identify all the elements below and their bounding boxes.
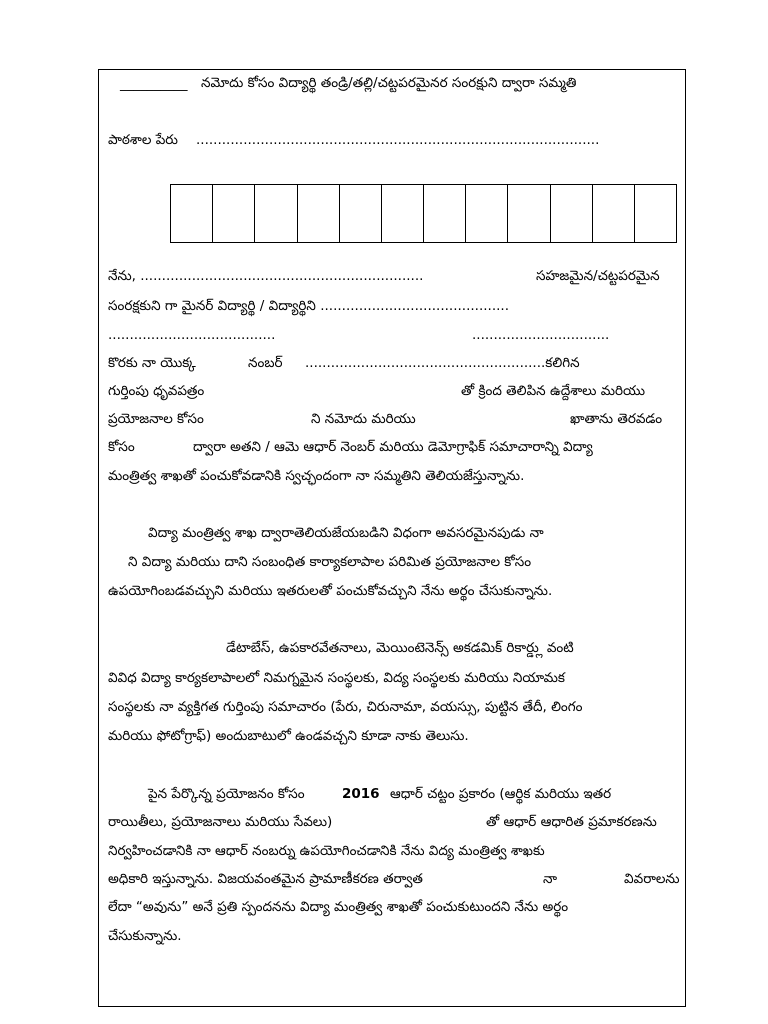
blank-line-right[interactable]: ................................ — [472, 327, 610, 343]
school-name-label: పాఠశాల పేరు — [108, 132, 178, 148]
para3-text: వివిధ విద్యా కార్యకలాపాలలో నిమగ్నమైన సంస్థలకు, విద్య సంస్థలకు మరియు నియామక — [108, 670, 565, 686]
guardian-type-text: సహజమైన/చట్టపరమైన — [536, 268, 660, 284]
para1-text: నంబర్ — [248, 355, 283, 371]
id-box[interactable] — [298, 185, 340, 242]
para2-text: ఉపయోగింబడవచ్చుని మరియు ఇతరులతో పంచుకోవచ్చుని నేను అర్థం చేసుకున్నాను. — [108, 583, 553, 599]
title-blank: __________ — [120, 76, 188, 92]
para4-text: నా — [543, 871, 558, 887]
para4-text: రాయితీలు, ప్రయోజనాలు మరియు సేవలు) — [108, 814, 333, 830]
id-box[interactable] — [635, 185, 676, 242]
para4-text: వివరాలను — [624, 871, 680, 887]
id-box[interactable] — [255, 185, 297, 242]
id-box[interactable] — [508, 185, 550, 242]
para4-text: లేదా “అవును” అనే ప్రతి స్పందనను విద్యా మంత్రిత్వ శాఖతో పంచుకుటుందని నేను అర్థం — [108, 899, 569, 915]
guardian-name-line[interactable]: నేను, .................................................................. — [108, 268, 424, 284]
id-box[interactable] — [340, 185, 382, 242]
minor-student-line[interactable]: సంరక్షకుని గా మైనర్ విద్యార్థి / విద్యార్థిని ............................................ — [108, 298, 510, 314]
para4-text: తో ఆధార్ ఆధారిత ప్రమాకరణను — [486, 814, 657, 830]
para4-text: అధికారి ఇస్తున్నాను. విజయవంతమైన ప్రామాణీకరణ తర్వాత — [108, 871, 423, 887]
form-title: నమోదు కోసం విద్యార్థి తండ్రి/తల్లి/చట్టపరమైనర సంరక్షుని ద్వారా సమ్మతి — [201, 75, 577, 91]
id-number-boxes[interactable] — [170, 184, 677, 243]
id-box[interactable] — [551, 185, 593, 242]
para3-text: డేటాబేస్, ఉపకారవేతనాలు, మెయింటెనెన్స్ అకడమిక్ రికార్డ్లు వంటి — [226, 640, 574, 656]
para1-text: కొరకు నా యొక్క — [108, 355, 196, 371]
para1-text: ద్వారా అతని / ఆమె ఆధార్ నెంబర్ మరియు డెమోగ్రాఫిక్ సమాచారాన్ని విద్యా — [193, 439, 593, 455]
school-name-field[interactable]: .............................................................................................. — [196, 132, 600, 148]
para4-text: ఆధార్ చట్టం ప్రకారం (ఆర్థిక మరియు ఇతర — [390, 786, 612, 802]
para2-text: ని విద్యా మరియు దాని సంబంధిత కార్యాకలాపాల పరిమిత ప్రయోజనాల కోసం — [128, 554, 532, 570]
para1-text: మంత్రిత్వ శాఖతో పంచుకోవడానికి స్వచ్ఛందంగా నా సమ్మతిని తెలియజేస్తున్నాను. — [108, 468, 525, 484]
id-box[interactable] — [382, 185, 424, 242]
para4-text: పైన పేర్కొన్న ప్రయోజనం కోసం — [148, 786, 305, 802]
para1-text: కోసం — [108, 439, 135, 455]
para1-text: ఖాతాను తెరవడం — [570, 411, 663, 427]
para3-text: సంస్థలకు నా వ్యక్తిగత గుర్తింపు సమాచారం (పేరు, చిరునామా, వయస్సు, పుట్టిన తేదీ, లింగం — [108, 699, 583, 715]
para4-text: నిర్వహించడానికి నా ఆధార్ నంబర్ను ఉపయోగించడానికి నేను విద్య మంత్రిత్వ శాఖకు — [108, 843, 545, 859]
id-box[interactable] — [213, 185, 255, 242]
id-box[interactable] — [466, 185, 508, 242]
para1-text: ని నమోదు మరియు — [311, 411, 416, 427]
id-box[interactable] — [424, 185, 466, 242]
id-box[interactable] — [171, 185, 213, 242]
act-year: 2016 — [342, 786, 380, 802]
para1-text: గుర్తింపు ధృవపత్రం — [108, 383, 205, 399]
number-field[interactable]: ........................................................కలిగిన — [305, 355, 580, 371]
para3-text: మరియు ఫోటోగ్రాఫ్) అందుబాటులో ఉండవచ్చని కూడా నాకు తెలుసు. — [108, 728, 469, 744]
para1-text: తో క్రింద తెలిపిన ఉద్దేశాలు మరియు — [461, 383, 646, 399]
para1-text: ప్రయోజనాల కోసం — [108, 411, 204, 427]
para2-text: విద్యా మంత్రిత్వ శాఖ ద్వారాతెలియజేయబడిని విధంగా అవసరమైనపుడు నా — [148, 525, 544, 541]
id-box[interactable] — [593, 185, 635, 242]
para4-text: చేసుకున్నాను. — [108, 928, 182, 944]
blank-line-left[interactable]: ....................................... — [108, 327, 276, 343]
